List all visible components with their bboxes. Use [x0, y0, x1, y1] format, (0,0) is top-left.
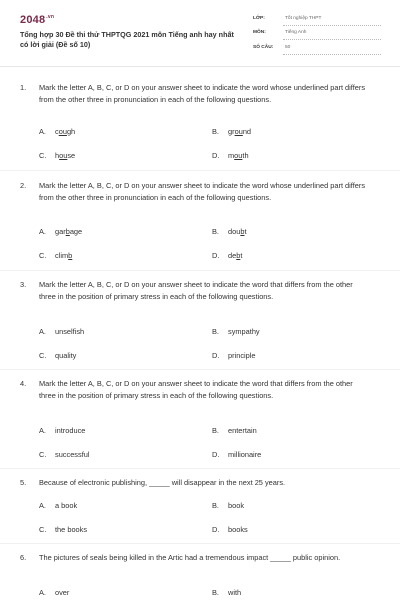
- option-text-pre: m: [228, 151, 235, 160]
- option-letter: A.: [39, 426, 46, 435]
- meta-subject-value: Tiếng Anh: [285, 30, 307, 35]
- q3-option-a[interactable]: [39, 327, 84, 336]
- option-text: millionaire: [228, 450, 262, 459]
- header-divider: [0, 66, 400, 67]
- option-text: over: [55, 588, 70, 597]
- q2-option-c[interactable]: [39, 251, 72, 260]
- question-stem: Because of electronic publishing, _____ will disappear in the next 25 years.: [39, 478, 286, 487]
- option-text-pre: gar: [55, 227, 66, 236]
- option-letter: B.: [212, 501, 219, 510]
- q6-option-a[interactable]: [39, 588, 69, 597]
- option-underlined: ou: [59, 151, 68, 160]
- question-divider: [0, 270, 400, 271]
- question-number: 3.: [20, 280, 27, 289]
- option-text-pre: de: [228, 251, 237, 260]
- option-underlined: b: [65, 227, 70, 236]
- option-letter: B.: [212, 588, 219, 597]
- q4-option-c[interactable]: [39, 450, 90, 459]
- option-text-post: nd: [242, 127, 252, 136]
- question-number: 1.: [20, 83, 27, 92]
- meta-class-value: Tốt nghiệp THPT: [285, 16, 322, 21]
- q3-option-d[interactable]: [212, 351, 256, 360]
- meta-class-label: LỚP:: [253, 16, 265, 21]
- option-letter: D.: [212, 151, 220, 160]
- option-letter: C.: [39, 151, 47, 160]
- option-letter: A.: [39, 227, 46, 236]
- option-text: book: [228, 501, 245, 510]
- question-number: 2.: [20, 181, 27, 190]
- logo-text: 2048: [20, 14, 46, 26]
- question-number: 5.: [20, 478, 27, 487]
- meta-subject: [253, 30, 381, 40]
- question-stem: Mark the letter A, B, C, or D on your answer sheet to indicate the word whose underlined part differs from the other three in pronunciation in each of the following questions.: [39, 181, 366, 202]
- option-underlined: b: [68, 251, 73, 260]
- option-text: principle: [228, 351, 256, 360]
- meta-count-value: 50: [285, 45, 291, 50]
- option-text: sympathy: [228, 327, 260, 336]
- question-stem: Mark the letter A, B, C, or D on your answer sheet to indicate the word whose underlined part differs from the other three in pronunciation in each of the following questions.: [39, 83, 366, 104]
- meta-count-label: SỐ CÂU:: [253, 45, 274, 50]
- option-text: entertain: [228, 426, 257, 435]
- question-stem: Mark the letter A, B, C, or D on your answer sheet to indicate the word that differs from the other three in the position of primary stress in each of the following questions.: [39, 280, 353, 301]
- option-letter: D.: [212, 525, 220, 534]
- option-text: the books: [55, 525, 88, 534]
- q5-option-a[interactable]: [39, 501, 77, 510]
- option-text: quality: [55, 351, 77, 360]
- option-text-pre: h: [55, 151, 60, 160]
- option-text-pre: clim: [55, 251, 69, 260]
- q3-option-c[interactable]: [39, 351, 76, 360]
- option-text: unselfish: [55, 327, 85, 336]
- question-number: 4.: [20, 379, 27, 388]
- question-stem: The pictures of seals being killed in the Artic had a tremendous impact _____ public opinion.: [39, 553, 341, 562]
- option-text: a book: [55, 501, 78, 510]
- option-text: with: [228, 588, 242, 597]
- option-letter: C.: [39, 525, 47, 534]
- option-text-post: age: [69, 227, 83, 236]
- meta-subject-underline: [283, 39, 381, 40]
- option-letter: C.: [39, 450, 47, 459]
- meta-class: [253, 16, 381, 26]
- meta-count-underline: [283, 54, 381, 55]
- option-text-post: gh: [66, 127, 76, 136]
- option-letter: A.: [39, 588, 46, 597]
- option-underlined: b: [240, 227, 245, 236]
- q4-option-d[interactable]: [212, 450, 261, 459]
- q6-option-b[interactable]: [212, 588, 241, 597]
- option-text-pre: c: [55, 127, 59, 136]
- option-text-pre: gr: [228, 127, 235, 136]
- question-stem: Mark the letter A, B, C, or D on your answer sheet to indicate the word that differs from the other three in the position of primary stress in each of the following questions.: [39, 379, 353, 400]
- q4-option-b[interactable]: [212, 426, 257, 435]
- option-letter: A.: [39, 127, 46, 136]
- site-logo[interactable]: [20, 14, 54, 26]
- q5-option-b[interactable]: [212, 501, 244, 510]
- document-title: Tổng hợp 30 Đề thi thử THPTQG 2021 môn Tiếng anh hay nhất có lời giải (Đề số 10): [20, 30, 234, 49]
- option-letter: A.: [39, 327, 46, 336]
- option-letter: C.: [39, 251, 47, 260]
- q5-option-d[interactable]: [212, 525, 248, 534]
- option-text-post: t: [244, 227, 247, 236]
- option-text-pre: dou: [228, 227, 241, 236]
- q5-option-c[interactable]: [39, 525, 87, 534]
- option-text: introduce: [55, 426, 86, 435]
- logo-suffix: .vn: [46, 14, 55, 21]
- meta-class-underline: [283, 25, 381, 26]
- question-number: 6.: [20, 553, 27, 562]
- option-text: books: [228, 525, 248, 534]
- option-text-post: th: [242, 151, 249, 160]
- question-divider: [0, 543, 400, 544]
- option-letter: B.: [212, 426, 219, 435]
- option-underlined: ou: [58, 127, 67, 136]
- option-letter: B.: [212, 327, 219, 336]
- q2-option-a[interactable]: [39, 227, 82, 236]
- question-divider: [0, 468, 400, 469]
- q1-option-a[interactable]: [39, 127, 75, 136]
- q1-option-d[interactable]: [212, 151, 249, 160]
- option-letter: C.: [39, 351, 47, 360]
- option-underlined: ou: [234, 127, 243, 136]
- option-text-post: se: [67, 151, 76, 160]
- document-header: [0, 0, 400, 70]
- option-letter: D.: [212, 251, 220, 260]
- option-letter: A.: [39, 501, 46, 510]
- option-letter: B.: [212, 227, 219, 236]
- option-text-post: t: [240, 251, 243, 260]
- option-letter: D.: [212, 351, 220, 360]
- meta-subject-label: MÔN:: [253, 30, 266, 35]
- option-underlined: b: [236, 251, 241, 260]
- q1-option-b[interactable]: [212, 127, 251, 136]
- q1-option-c[interactable]: [39, 151, 75, 160]
- question-divider: [0, 369, 400, 370]
- meta-count: [253, 45, 381, 55]
- question-divider: [0, 170, 400, 171]
- option-letter: B.: [212, 127, 219, 136]
- q3-option-b[interactable]: [212, 327, 260, 336]
- option-letter: D.: [212, 450, 220, 459]
- q4-option-a[interactable]: [39, 426, 85, 435]
- option-text: successful: [55, 450, 90, 459]
- option-underlined: ou: [234, 151, 243, 160]
- q2-option-d[interactable]: [212, 251, 242, 260]
- q2-option-b[interactable]: [212, 227, 247, 236]
